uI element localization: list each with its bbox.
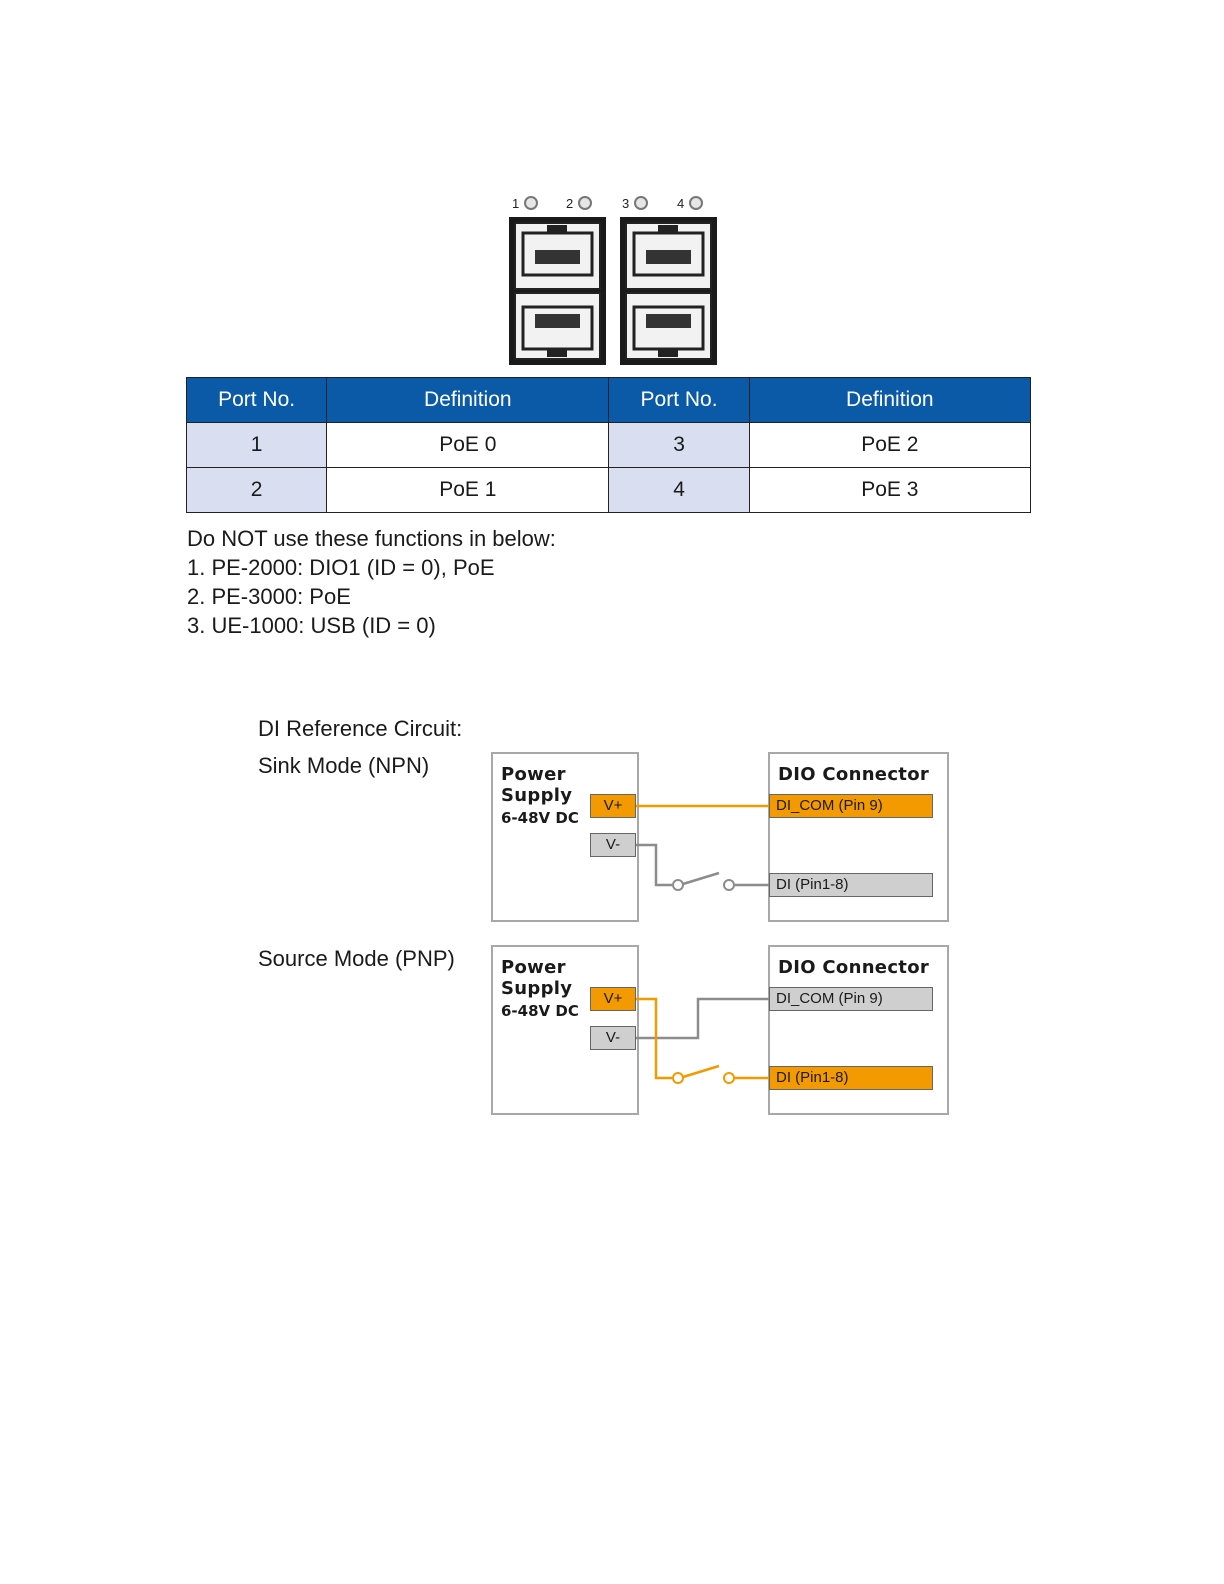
port-label-1: 1	[512, 196, 520, 211]
dio-connector-title: DIO Connector	[778, 957, 930, 978]
switch-contact	[673, 1073, 683, 1083]
definition-cell: PoE 3	[749, 468, 1030, 513]
di-pins-terminal: DI (Pin1-8)	[769, 1066, 933, 1090]
definition-cell: PoE 0	[327, 423, 609, 468]
vminus-terminal: V-	[590, 1026, 636, 1050]
di-pins-terminal: DI (Pin1-8)	[769, 873, 933, 897]
port-label-3: 3	[622, 196, 630, 211]
vminus-terminal: V-	[590, 833, 636, 857]
power-voltage: 6-48V DC	[501, 1002, 579, 1020]
header-definition: Definition	[327, 378, 609, 423]
header-port-no: Port No.	[187, 378, 327, 423]
switch-lever	[683, 873, 719, 884]
definition-cell: PoE 1	[327, 468, 609, 513]
header-port-no: Port No.	[609, 378, 749, 423]
header-definition: Definition	[749, 378, 1030, 423]
di-com-terminal: DI_COM (Pin 9)	[769, 794, 933, 818]
source-mode-label: Source Mode (PNP)	[258, 946, 455, 971]
sink-mode-label: Sink Mode (NPN)	[258, 753, 430, 778]
supply-title-line: Supply	[501, 978, 573, 999]
power-voltage: 6-48V DC	[501, 809, 579, 827]
switch-contact	[724, 1073, 734, 1083]
definition-cell: PoE 2	[749, 423, 1030, 468]
port-label-2: 2	[566, 196, 574, 211]
vplus-terminal: V+	[590, 987, 636, 1011]
circuit-title: DI Reference Circuit:	[258, 716, 463, 741]
switch-contact	[673, 880, 683, 890]
switch-contact	[724, 880, 734, 890]
dio-connector-title: DIO Connector	[778, 764, 930, 785]
supply-title-line: Supply	[501, 785, 573, 806]
port-number-cell: 4	[609, 468, 749, 513]
note-item: 3. UE-1000: USB (ID = 0)	[187, 613, 436, 638]
note-item: 1. PE-2000: DIO1 (ID = 0), PoE	[187, 555, 495, 580]
note-item: 2. PE-3000: PoE	[187, 584, 351, 609]
port-number-cell: 2	[187, 468, 327, 513]
port-number-cell: 3	[609, 423, 749, 468]
power-title-line: Power	[501, 764, 566, 785]
di-com-terminal: DI_COM (Pin 9)	[769, 987, 933, 1011]
wire-vminus-switch	[636, 845, 672, 885]
switch-lever	[683, 1066, 719, 1077]
note-heading: Do NOT use these functions in below:	[187, 526, 556, 551]
port-number-cell: 1	[187, 423, 327, 468]
power-title-line: Power	[501, 957, 566, 978]
vplus-terminal: V+	[590, 794, 636, 818]
port-label-4: 4	[677, 196, 685, 211]
